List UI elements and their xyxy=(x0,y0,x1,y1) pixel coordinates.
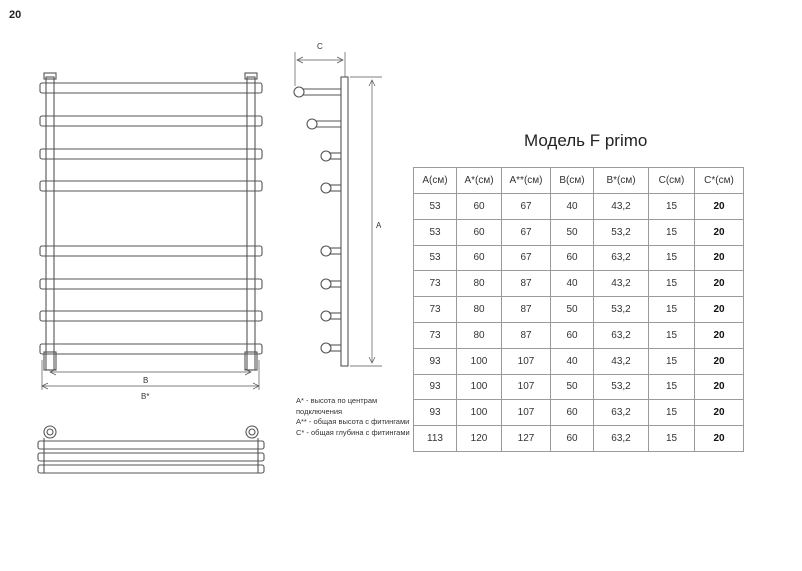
table-cell: 87 xyxy=(502,297,551,323)
table-cell: 20 xyxy=(695,322,744,348)
table-cell: 63,2 xyxy=(594,245,649,271)
table-cell: 20 xyxy=(695,219,744,245)
table-row xyxy=(414,400,744,426)
label-b-star: B* xyxy=(141,392,150,401)
table-cell: 20 xyxy=(695,271,744,297)
column-header: A(см) xyxy=(414,168,457,194)
table-cell: 53 xyxy=(414,194,457,220)
table-cell: 20 xyxy=(695,194,744,220)
table-cell: 120 xyxy=(457,426,502,452)
table-cell: 107 xyxy=(502,400,551,426)
table-cell: 60 xyxy=(551,400,594,426)
label-c: C xyxy=(317,42,323,51)
column-header: C(см) xyxy=(649,168,695,194)
table-row xyxy=(414,322,744,348)
table-cell: 40 xyxy=(551,194,594,220)
table-cell: 107 xyxy=(502,348,551,374)
table-cell: 53 xyxy=(414,219,457,245)
table-cell: 43,2 xyxy=(594,271,649,297)
table-cell: 15 xyxy=(649,400,695,426)
table-cell: 63,2 xyxy=(594,400,649,426)
table-cell: 43,2 xyxy=(594,348,649,374)
table-cell: 113 xyxy=(414,426,457,452)
table-cell: 60 xyxy=(457,194,502,220)
table-cell: 20 xyxy=(695,374,744,400)
table-cell: 100 xyxy=(457,400,502,426)
table-cell: 67 xyxy=(502,245,551,271)
table-cell: 67 xyxy=(502,219,551,245)
table-cell: 63,2 xyxy=(594,322,649,348)
table-cell: 60 xyxy=(457,245,502,271)
table-cell: 53 xyxy=(414,245,457,271)
table-header-row xyxy=(414,168,744,194)
dimension-notes xyxy=(296,396,411,438)
top-view-left-ring xyxy=(44,426,56,438)
top-view-rail xyxy=(38,453,264,461)
label-a: A xyxy=(376,221,382,230)
table-cell: 20 xyxy=(695,245,744,271)
rail xyxy=(40,149,262,159)
table-cell: 80 xyxy=(457,297,502,323)
table-cell: 93 xyxy=(414,400,457,426)
table-cell: 50 xyxy=(551,374,594,400)
note-a-double-star: A** - общая высота с фитингами xyxy=(296,417,410,426)
table-cell: 67 xyxy=(502,194,551,220)
table-cell: 53,2 xyxy=(594,219,649,245)
table-cell: 43,2 xyxy=(594,194,649,220)
top-view-rail xyxy=(38,465,264,473)
table-cell: 15 xyxy=(649,348,695,374)
table-row xyxy=(414,219,744,245)
table-cell: 73 xyxy=(414,322,457,348)
table-cell: 87 xyxy=(502,322,551,348)
table-cell: 20 xyxy=(695,348,744,374)
table-cell: 15 xyxy=(649,426,695,452)
side-view-tube xyxy=(341,77,348,366)
table-cell: 53,2 xyxy=(594,374,649,400)
table-cell: 107 xyxy=(502,374,551,400)
table-cell: 20 xyxy=(695,426,744,452)
table-cell: 40 xyxy=(551,348,594,374)
top-view-right-ring xyxy=(246,426,258,438)
table-cell: 20 xyxy=(695,297,744,323)
table-cell: 93 xyxy=(414,348,457,374)
column-header: B*(см) xyxy=(594,168,649,194)
table-cell: 15 xyxy=(649,322,695,348)
page-number: 20 xyxy=(9,9,22,21)
table-body xyxy=(414,194,744,452)
front-left-tube xyxy=(46,77,54,370)
table-cell: 15 xyxy=(649,219,695,245)
rail xyxy=(40,279,262,289)
table-cell: 60 xyxy=(551,426,594,452)
table-cell: 100 xyxy=(457,374,502,400)
table-cell: 60 xyxy=(551,245,594,271)
size-table xyxy=(413,167,744,452)
table-cell: 40 xyxy=(551,271,594,297)
table-cell: 93 xyxy=(414,374,457,400)
column-header: A**(см) xyxy=(502,168,551,194)
table-cell: 15 xyxy=(649,271,695,297)
table-row xyxy=(414,271,744,297)
rail xyxy=(40,116,262,126)
column-header: A*(см) xyxy=(457,168,502,194)
table-cell: 73 xyxy=(414,271,457,297)
table-row xyxy=(414,194,744,220)
table-cell: 53,2 xyxy=(594,297,649,323)
table-cell: 60 xyxy=(551,322,594,348)
table-cell: 100 xyxy=(457,348,502,374)
rail xyxy=(40,246,262,256)
table-cell: 20 xyxy=(695,400,744,426)
table-cell: 73 xyxy=(414,297,457,323)
table-cell: 50 xyxy=(551,297,594,323)
table-row xyxy=(414,426,744,452)
rail xyxy=(40,344,262,354)
table-cell: 15 xyxy=(649,245,695,271)
table-row xyxy=(414,245,744,271)
side-view-rails xyxy=(294,87,341,353)
table-cell: 15 xyxy=(649,374,695,400)
table-cell: 127 xyxy=(502,426,551,452)
label-b: B xyxy=(143,376,149,385)
column-header: B(см) xyxy=(551,168,594,194)
table-cell: 15 xyxy=(649,194,695,220)
model-title: Модель F primo xyxy=(524,131,648,150)
rail xyxy=(40,181,262,191)
table-cell: 87 xyxy=(502,271,551,297)
top-view-rail xyxy=(38,441,264,449)
table-cell: 63,2 xyxy=(594,426,649,452)
table-cell: 15 xyxy=(649,297,695,323)
table-cell: 80 xyxy=(457,271,502,297)
table-cell: 50 xyxy=(551,219,594,245)
table-cell: 60 xyxy=(457,219,502,245)
rail xyxy=(40,83,262,93)
table-cell: 80 xyxy=(457,322,502,348)
front-right-tube xyxy=(247,77,255,370)
column-header: C*(см) xyxy=(695,168,744,194)
table-row xyxy=(414,348,744,374)
rail xyxy=(40,311,262,321)
table-row xyxy=(414,297,744,323)
table-row xyxy=(414,374,744,400)
note-a-star: A* - высота по центрам подключения xyxy=(296,396,378,416)
note-c-star: C* - общая глубина с фитингами xyxy=(296,427,410,437)
